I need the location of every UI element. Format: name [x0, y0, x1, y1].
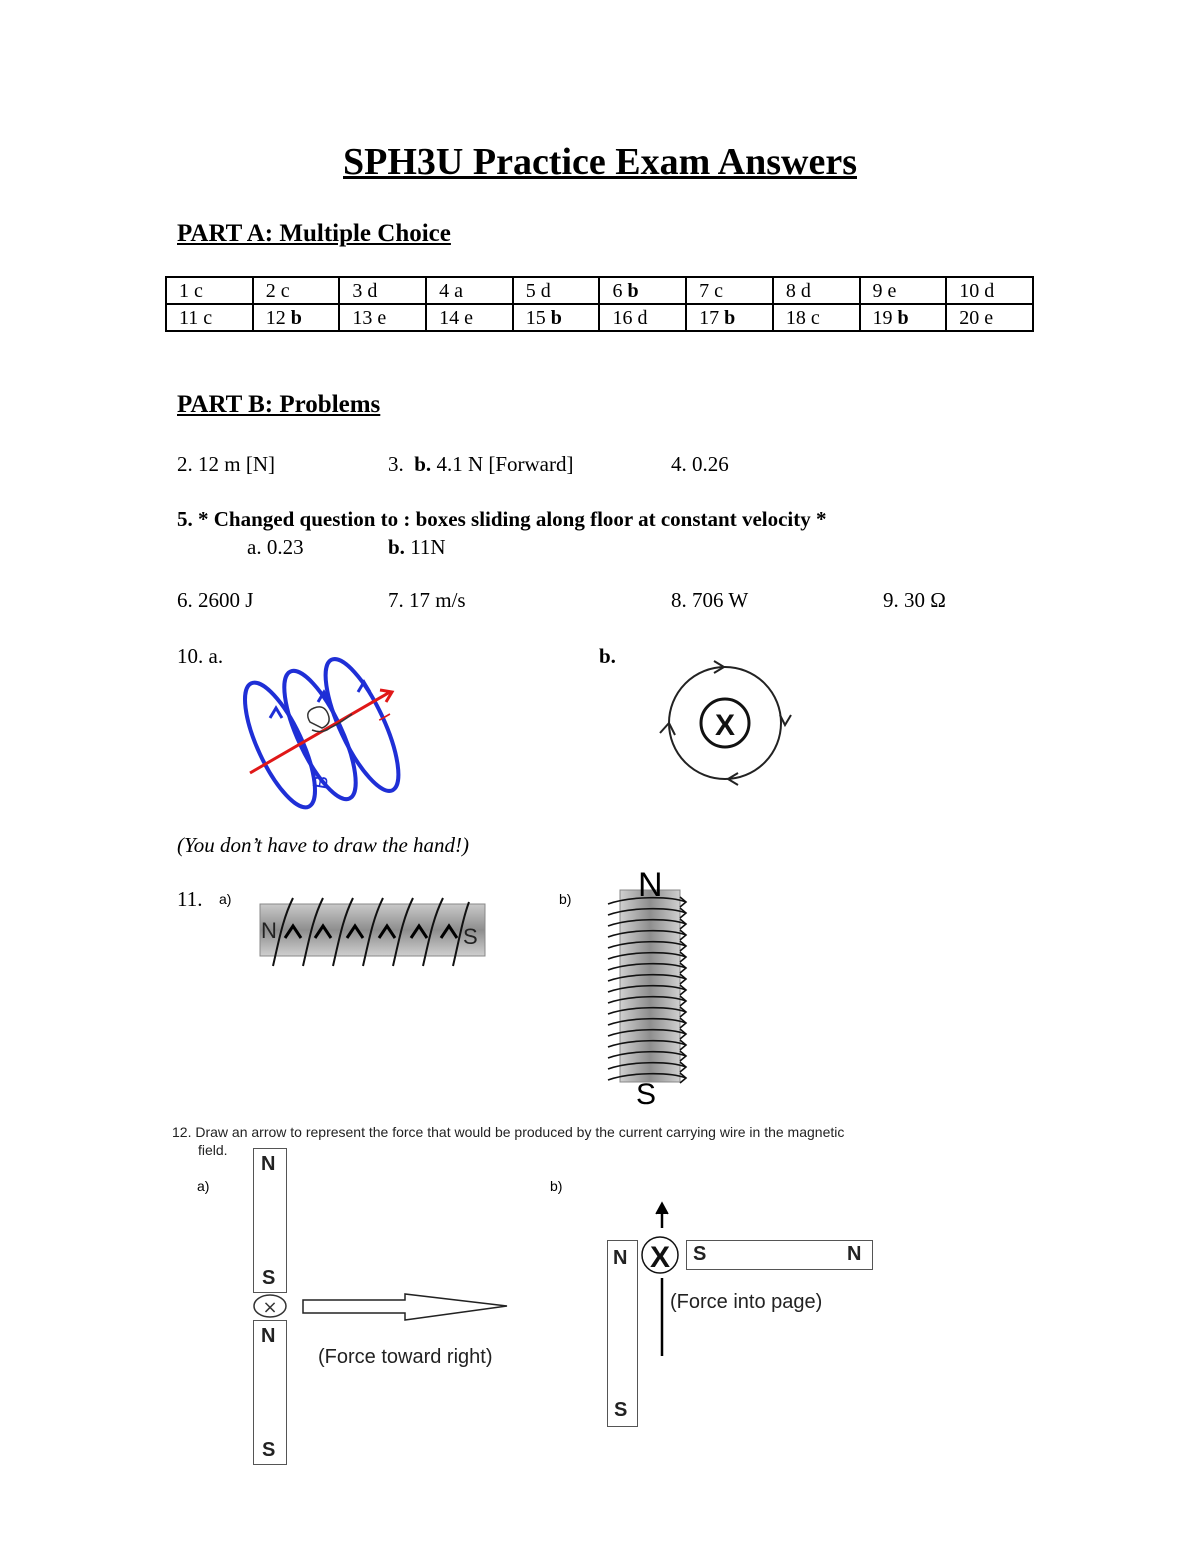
mc-answer-letter: e: [887, 280, 897, 302]
coil-arrow: [680, 974, 686, 984]
north-pole-label: N: [261, 918, 277, 943]
upper-magnet-north: N: [261, 1153, 276, 1175]
mc-answer-letter: c: [194, 280, 203, 302]
mc-answer-letter: c: [810, 307, 820, 329]
mc-answer-letter: b: [290, 307, 302, 329]
answer-q5b: [388, 535, 446, 560]
coil-arrow: [680, 1062, 686, 1072]
mc-answer-letter: d: [800, 280, 811, 302]
q12b-label: b): [550, 1178, 563, 1194]
mc-answer-cell: [599, 277, 686, 304]
mc-question-number: 15: [525, 307, 546, 329]
coil-arrow: [680, 941, 686, 951]
mc-answer-cell: [513, 304, 600, 331]
mc-question-number: 4: [439, 280, 450, 302]
mc-question-number: 7: [699, 280, 710, 302]
lower-magnet: [253, 1320, 287, 1465]
coil-arrow: [680, 1007, 686, 1017]
q3-value: 4.1 N [Forward]: [436, 452, 574, 476]
mc-answer-letter: d: [540, 280, 551, 302]
mc-answer-cell: [253, 277, 340, 304]
mc-question-number: 13: [352, 307, 373, 329]
q5b-value: 11N: [410, 535, 446, 559]
mc-answer-cell: [946, 304, 1033, 331]
q11b-solenoid-figure: [600, 868, 695, 1108]
current-wire: [250, 692, 390, 773]
field-arrow-1: [270, 708, 282, 718]
upper-magnet-south: S: [262, 1267, 276, 1289]
mc-answer-cell: [599, 304, 686, 331]
q12b-note: (Force into page): [670, 1291, 823, 1313]
mc-row: [166, 304, 1033, 331]
mc-question-number: 17: [699, 307, 720, 329]
north-pole-label: N: [638, 868, 663, 904]
mc-answer-cell: [686, 277, 773, 304]
q3-part: b.: [414, 452, 432, 476]
mc-answer-cell: [339, 277, 426, 304]
q10b-wire-field-figure: [640, 645, 810, 810]
q11a-solenoid-figure: [255, 880, 490, 975]
q12a-force-arrow-figure: [245, 1288, 525, 1328]
q3-number: 3.: [388, 452, 404, 476]
q12b-wire-figure: [638, 1198, 688, 1358]
mc-answer-letter: e: [984, 307, 994, 329]
mc-answer-cell: [773, 277, 860, 304]
south-pole-label: S: [463, 924, 478, 949]
answer-q5-note: 5. * Changed question to : boxes sliding along floor at constant velocity *: [177, 507, 827, 531]
mc-answer-letter: b: [724, 307, 736, 329]
mc-answer-letter: c: [280, 280, 290, 302]
coil-arrow: [680, 930, 686, 940]
mc-question-number: 18: [785, 307, 806, 329]
mc-answer-letter: d: [984, 280, 995, 302]
mc-row: [166, 277, 1033, 304]
force-arrow-right: [303, 1294, 507, 1320]
mc-answer-cell: [860, 304, 947, 331]
answer-q2: 2. 12 m [N]: [177, 452, 275, 476]
answer-q5a: a. 0.23: [247, 535, 304, 559]
answer-q6: 6. 2600 J: [177, 588, 254, 612]
mc-answer-cell: [860, 277, 947, 304]
upward-arrow-head: [656, 1203, 668, 1214]
q10b-label: b.: [599, 644, 616, 668]
mc-answer-cell: [773, 304, 860, 331]
q11b-label: b): [559, 891, 572, 907]
mc-answer-cell: [166, 304, 253, 331]
hand-sketch: [308, 707, 329, 728]
answer-q9: 9. 30 Ω: [883, 588, 946, 612]
horizontal-magnet-north: N: [847, 1243, 862, 1265]
coil-arrow: [680, 919, 686, 929]
answer-q8: 8. 706 W: [671, 588, 749, 612]
mc-question-number: 3: [352, 280, 363, 302]
mc-question-number: 16: [612, 307, 633, 329]
field-arrow-left: [660, 723, 675, 735]
mc-question-number: 1: [179, 280, 189, 302]
horizontal-magnet-south: S: [693, 1243, 707, 1265]
q5b-label: b.: [388, 535, 405, 559]
q12a-note: (Force toward right): [318, 1346, 493, 1368]
vertical-magnet-north: N: [613, 1247, 628, 1269]
page-title: SPH3U Practice Exam Answers: [343, 141, 857, 183]
mc-question-number: 5: [525, 280, 536, 302]
coil-arrow: [680, 1051, 686, 1061]
mc-answer-cell: [253, 304, 340, 331]
mc-answer-cell: [426, 304, 513, 331]
mc-question-number: 20: [959, 307, 980, 329]
coil-arrow: [680, 985, 686, 995]
mc-question-number: 11: [179, 307, 199, 329]
multiple-choice-table: [165, 276, 1034, 332]
mc-answer-letter: d: [367, 280, 378, 302]
mc-answer-cell: [513, 277, 600, 304]
coil-arrow: [680, 996, 686, 1006]
part-a-heading: PART A: Multiple Choice: [177, 220, 451, 247]
mc-answer-cell: [339, 304, 426, 331]
q10a-label: 10. a.: [177, 644, 224, 668]
mc-answer-cell: [686, 304, 773, 331]
coil-arrow: [680, 963, 686, 973]
mc-answer-cell: [166, 277, 253, 304]
current-label: I: [374, 710, 395, 725]
coil-arrow: [680, 952, 686, 962]
mc-question-number: 19: [872, 307, 893, 329]
lower-magnet-south: S: [262, 1439, 276, 1461]
wire-into-page-symbol: X: [714, 709, 736, 742]
mc-answer-letter: b: [627, 280, 639, 302]
mc-answer-letter: b: [897, 307, 909, 329]
south-pole-label: S: [636, 1078, 657, 1108]
q12a-label: a): [197, 1178, 210, 1194]
q11a-label: a): [219, 891, 232, 907]
mc-question-number: 2: [265, 280, 276, 302]
mc-question-number: 14: [439, 307, 460, 329]
mc-question-number: 6: [612, 280, 623, 302]
mc-question-number: 9: [872, 280, 883, 302]
coil-arrow: [680, 908, 686, 918]
vertical-magnet: [607, 1240, 638, 1427]
mc-answer-cell: [426, 277, 513, 304]
mc-answer-letter: b: [550, 307, 562, 329]
answer-q4: 4. 0.26: [671, 452, 729, 476]
wire-into-page-symbol: X: [649, 1241, 671, 1274]
mc-question-number: 10: [959, 280, 980, 302]
mc-answer-cell: [946, 277, 1033, 304]
q12-instruction: 12. Draw an arrow to represent the force that would be produced by the current carrying wire in the magnetic: [172, 1124, 845, 1140]
q10a-coil-field-figure: [240, 640, 410, 820]
q10-note: (You don’t have to draw the hand!): [177, 833, 470, 857]
coil-arrow: [680, 897, 686, 907]
answer-q7: 7. 17 m/s: [388, 588, 466, 612]
coil-arrow: [680, 1029, 686, 1039]
part-b-heading: PART B: Problems: [177, 391, 381, 418]
coil-arrow: [680, 1018, 686, 1028]
coil-arrow: [680, 1073, 686, 1083]
q12-instruction-2: field.: [198, 1142, 228, 1158]
mc-answer-letter: a: [454, 280, 463, 302]
mc-answer-letter: c: [714, 280, 724, 302]
mc-answer-letter: d: [637, 307, 648, 329]
answer-q3: [388, 452, 574, 477]
horizontal-magnet: [686, 1240, 873, 1270]
mc-question-number: 12: [265, 307, 286, 329]
mc-answer-letter: e: [377, 307, 387, 329]
q11-label: 11.: [177, 887, 203, 911]
mc-question-number: 8: [785, 280, 796, 302]
vertical-magnet-south: S: [614, 1399, 628, 1421]
lower-magnet-north: N: [261, 1325, 276, 1347]
mc-answer-letter: c: [203, 307, 213, 329]
coil-arrow: [680, 1040, 686, 1050]
wire-into-page-cross: ×: [262, 1297, 278, 1318]
field-label: B: [309, 773, 334, 791]
mc-answer-letter: e: [464, 307, 473, 329]
upper-magnet: [253, 1148, 287, 1293]
